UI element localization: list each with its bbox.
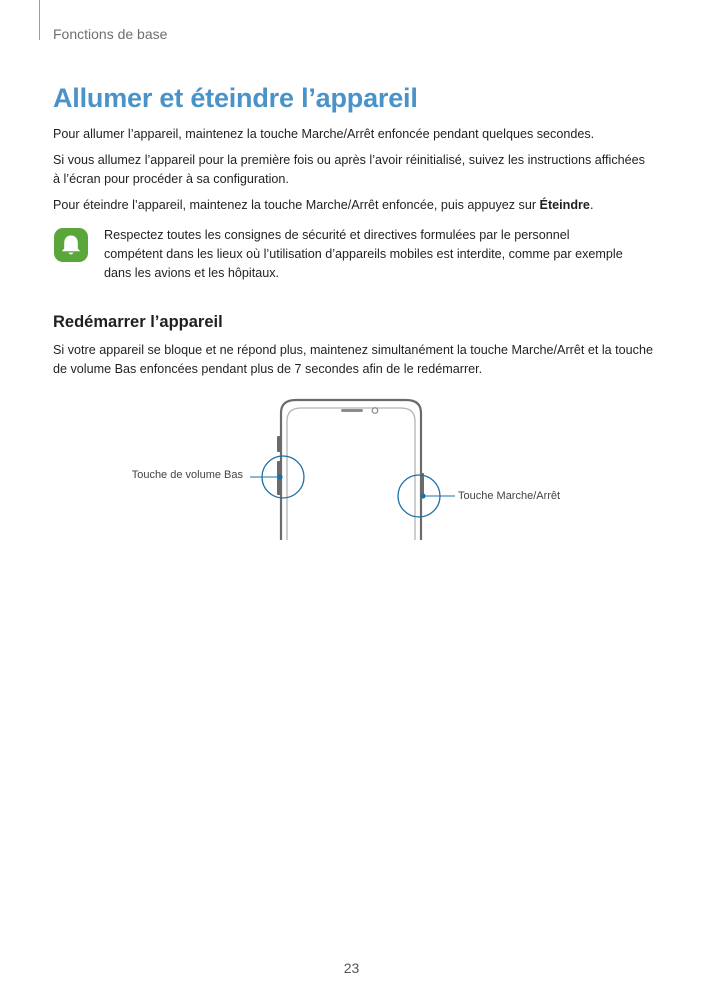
page-title: Allumer et éteindre l’appareil: [53, 83, 418, 113]
paragraph-power-on: Pour allumer l’appareil, maintenez la touche Marche/Arrêt enfoncée pendant quelques secondes.: [53, 127, 595, 141]
corner-rule: [39, 0, 40, 40]
paragraph-restart: Si votre appareil se bloque et ne répond plus, maintenez simultanément la touche Marche/Arrêt et la touche de volume Bas enfoncées pendant plus de 7 secondes afin de le redémarrer.: [53, 343, 653, 376]
power-key-label: Touche Marche/Arrêt: [458, 490, 561, 502]
running-header: Fonctions de base: [53, 26, 168, 42]
paragraph-first-setup: Si vous allumez l’appareil pour la première fois ou après l’avoir réinitialisé, suivez les instructions affichées à l’écran pour procéder à sa configuration.: [53, 153, 645, 186]
volume-down-label: Touche de volume Bas: [131, 469, 243, 481]
power-off-period: .: [589, 198, 594, 212]
paragraph-power-off: [53, 196, 653, 215]
section-title: Redémarrer l’appareil: [53, 313, 223, 331]
phone-illustration: [0, 395, 703, 540]
power-off-text: Pour éteindre l’appareil, maintenez la touche Marche/Arrêt enfoncée, puis appuyez sur: [53, 198, 540, 212]
note-bell-icon: [54, 228, 88, 262]
note-text: Respectez toutes les consignes de sécurité et directives formulées par le personnel compétent dans les lieux où l’utilisation d’appareils mobiles est interdite, comme par exemple dans les avions et les hôpitaux.: [104, 228, 623, 280]
power-off-option: Éteindre: [539, 198, 590, 212]
phone-drawing: [0, 395, 703, 540]
page-number: 23: [343, 960, 360, 976]
